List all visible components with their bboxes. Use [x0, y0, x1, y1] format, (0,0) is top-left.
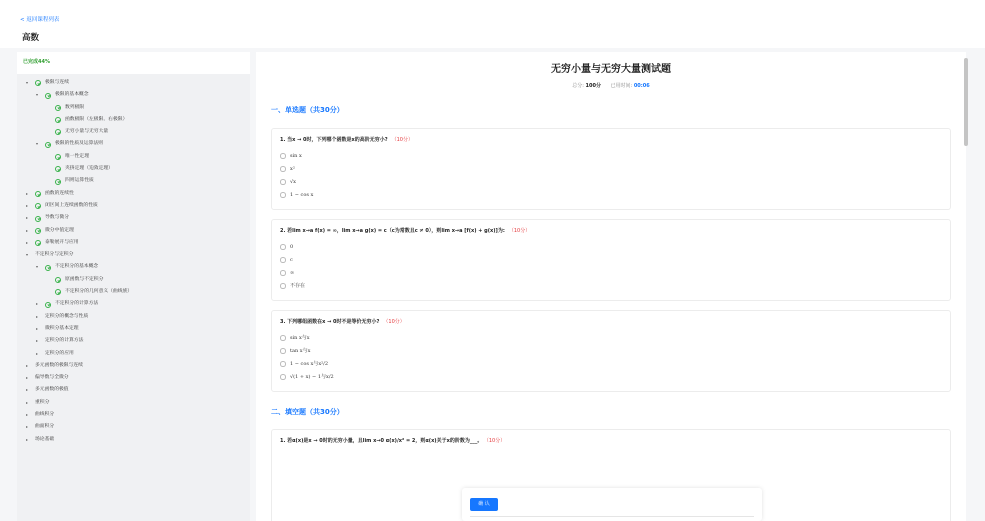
tree-item-label: 函数的连续性 [45, 190, 74, 196]
check-circle-icon [55, 154, 61, 160]
caret-right-icon[interactable]: ▸ [35, 325, 38, 331]
radio-button[interactable] [280, 192, 286, 198]
caret-right-icon[interactable]: ▸ [25, 399, 28, 405]
option-label: 0 [290, 244, 294, 250]
progress-label: 已完成44% [23, 59, 50, 65]
tree-item[interactable] [17, 323, 250, 335]
tree-item-label: 定积分的计算方法 [45, 338, 84, 344]
tree-item-label: 原函数与不定积分 [65, 276, 104, 282]
caret-right-icon[interactable]: ▸ [25, 202, 28, 208]
tree-item-label: 导数与微分 [45, 215, 69, 221]
tree-item-label: 函数极限（左极限、右极限） [65, 116, 128, 122]
check-circle-icon [35, 228, 41, 234]
tree-item[interactable] [17, 384, 250, 396]
tree-item-label: 曲线积分 [35, 412, 55, 418]
total-score-label: 总分: [572, 83, 584, 89]
caret-right-icon[interactable]: ▸ [25, 215, 28, 221]
quiz-meta [256, 82, 966, 89]
radio-button[interactable] [280, 335, 286, 341]
tree-item[interactable] [17, 372, 250, 384]
check-circle-icon [45, 302, 51, 308]
option-label: 不存在 [290, 283, 306, 289]
caret-down-icon[interactable]: ▾ [35, 264, 38, 270]
question-stem: 1. 当x → 0时，下列哪个函数是x的高阶无穷小? [280, 137, 388, 143]
divider [470, 516, 754, 517]
tree-item-label: 不定积分的基本概念 [55, 264, 99, 270]
tree-item[interactable] [17, 261, 250, 273]
elapsed-time-value: 00:06 [633, 83, 650, 89]
question-score: （10分） [383, 319, 405, 325]
question-stem: 1. 若α(x)是x → 0时的无穷小量，且lim x→0 α(x)/x² = 2，则α(x)关于x的阶数为___。 [280, 438, 483, 444]
radio-button[interactable] [280, 153, 286, 159]
radio-button[interactable] [280, 166, 286, 172]
caret-right-icon[interactable]: ▸ [35, 313, 38, 319]
tree-item-label: 重积分 [35, 399, 50, 405]
check-circle-icon [45, 93, 51, 99]
tree-item[interactable] [17, 286, 250, 298]
question-text [280, 136, 413, 143]
tree-item-label: 极限的基本概念 [55, 92, 89, 98]
caret-right-icon[interactable]: ▸ [35, 350, 38, 356]
tree-item-label: 定积分的应用 [45, 350, 74, 356]
question-text [280, 227, 530, 234]
radio-button[interactable] [280, 179, 286, 185]
tree-item[interactable] [17, 397, 250, 409]
tree-item-label: 曲面积分 [35, 424, 55, 430]
chapter-tree [17, 74, 250, 521]
option-label: c [290, 257, 293, 263]
tree-item[interactable] [17, 200, 250, 212]
tree-item[interactable] [17, 102, 250, 114]
caret-right-icon[interactable]: ▸ [25, 362, 28, 368]
check-circle-icon [55, 105, 61, 111]
caret-right-icon[interactable]: ▸ [25, 375, 28, 381]
check-circle-icon [55, 166, 61, 172]
total-score-value: 100分 [585, 83, 601, 89]
tree-item[interactable] [17, 348, 250, 360]
check-circle-icon [55, 289, 61, 295]
page-scrollbar[interactable] [964, 58, 968, 146]
tree-item-label: 不定积分的几何意义（曲线族） [65, 289, 133, 295]
option-label: √(1 + x) − 1与x/2 [290, 374, 334, 380]
page-header [0, 0, 985, 48]
tree-item-label: 多元函数的极值 [35, 387, 69, 393]
tree-item[interactable] [17, 335, 250, 347]
tree-item[interactable] [17, 77, 250, 89]
caret-right-icon[interactable]: ▸ [35, 301, 38, 307]
caret-down-icon[interactable]: ▾ [25, 252, 28, 258]
confirm-button[interactable]: 确 认 [470, 498, 498, 511]
tree-item-label: 多元函数的极限与连续 [35, 362, 83, 368]
check-circle-icon [45, 142, 51, 148]
caret-down-icon[interactable]: ▾ [35, 92, 38, 98]
tree-item-label: 微积分基本定理 [45, 325, 79, 331]
check-circle-icon [55, 117, 61, 123]
tree-item-label: 微分中值定理 [45, 227, 74, 233]
tree-item[interactable] [17, 249, 250, 261]
check-circle-icon [55, 277, 61, 283]
tree-item[interactable] [17, 237, 250, 249]
section-title-fill-blank: 二、填空题（共30分） [271, 408, 344, 416]
confirm-panel [462, 488, 762, 521]
check-circle-icon [55, 129, 61, 135]
question-stem: 2. 若lim x→a f(x) = ∞，lim x→a g(x) = c（c为常数且c ≠ 0），则lim x→a [f(x) + g(x)]为: [280, 228, 505, 234]
course-title: 高数 [22, 33, 40, 43]
caret-right-icon[interactable]: ▸ [25, 387, 28, 393]
quiz-panel [256, 52, 966, 521]
tree-item-label: 极限的性质及运算法则 [55, 141, 103, 147]
check-circle-icon [35, 203, 41, 209]
question-card [271, 310, 951, 392]
tree-item-label: 四则运算性质 [65, 178, 94, 184]
tree-item-label: 偏导数与全微分 [35, 375, 69, 381]
check-circle-icon [45, 265, 51, 271]
tree-item-label: 不定积分的计算方法 [55, 301, 99, 307]
option-label: ∞ [290, 270, 295, 276]
tree-item-label: 定积分的概念与性质 [45, 313, 89, 319]
caret-right-icon[interactable]: ▸ [25, 239, 28, 245]
question-score: （10分） [486, 438, 506, 444]
tree-item[interactable] [17, 434, 250, 446]
option-label: √x [290, 179, 297, 185]
chapter-sidebar [17, 52, 250, 521]
question-stem: 3. 下列哪组函数在x → 0时不是等价无穷小? [280, 319, 380, 325]
check-circle-icon [35, 240, 41, 246]
section-title-single-choice: 一、单选题（共30分） [271, 106, 344, 114]
tree-item-label: 数列极限 [65, 104, 85, 110]
tree-item-label: 不定积分与定积分 [35, 252, 74, 258]
caret-right-icon[interactable]: ▸ [25, 227, 28, 233]
tree-item[interactable] [17, 274, 250, 286]
tree-item[interactable] [17, 298, 250, 310]
option-label: tan x与x [290, 348, 311, 354]
check-circle-icon [35, 191, 41, 197]
tree-item[interactable] [17, 188, 250, 200]
caret-right-icon[interactable]: ▸ [25, 424, 28, 430]
caret-right-icon[interactable]: ▸ [25, 436, 28, 442]
caret-right-icon[interactable]: ▸ [35, 338, 38, 344]
caret-down-icon[interactable]: ▾ [25, 80, 28, 85]
tree-item[interactable] [17, 126, 250, 138]
option-label: sin x [290, 153, 302, 159]
radio-button[interactable] [280, 283, 286, 289]
caret-right-icon[interactable]: ▸ [25, 412, 28, 418]
tree-item[interactable] [17, 409, 250, 421]
tree-item[interactable] [17, 421, 250, 433]
tree-item-label: 唯一性定理 [65, 153, 89, 159]
check-circle-icon [55, 179, 61, 185]
option-label: 1 − cos x与x²/2 [290, 361, 329, 367]
tree-item-label: 场论基础 [35, 436, 55, 442]
tree-item-label: 无穷小量与无穷大量 [65, 129, 109, 135]
quiz-title: 无穷小量与无穷大量测试题 [551, 64, 671, 75]
tree-item[interactable] [17, 151, 250, 163]
radio-button[interactable] [280, 361, 286, 367]
question-score: （10分） [508, 228, 531, 234]
question-text [280, 318, 405, 325]
check-circle-icon [35, 216, 41, 222]
tree-item[interactable] [17, 212, 250, 224]
check-circle-icon [35, 80, 41, 86]
caret-right-icon[interactable]: ▸ [25, 190, 28, 196]
option-label: x² [290, 166, 295, 172]
radio-button[interactable] [280, 244, 286, 250]
tree-item[interactable] [17, 311, 250, 323]
tree-item-label: 极限与连续 [45, 80, 69, 85]
caret-down-icon[interactable]: ▾ [35, 141, 38, 147]
option-label: sin x与x [290, 335, 310, 341]
tree-item[interactable] [17, 360, 250, 372]
tree-item[interactable] [17, 225, 250, 237]
radio-button[interactable] [280, 257, 286, 263]
tree-item[interactable] [17, 138, 250, 150]
tree-item-label: 泰勒展开与应用 [45, 239, 79, 245]
question-text [280, 437, 505, 444]
tree-item-label: 闭区间上连续函数的性质 [45, 202, 98, 208]
elapsed-time-label: 已用时间: [610, 83, 633, 89]
tree-item[interactable] [17, 175, 250, 187]
radio-button[interactable] [280, 374, 286, 380]
back-to-course-list-link[interactable]: < 返回课程列表 [20, 17, 60, 23]
tree-item[interactable] [17, 163, 250, 175]
tree-item[interactable] [17, 89, 250, 101]
tree-item[interactable] [17, 114, 250, 126]
radio-button[interactable] [280, 348, 286, 354]
question-card [271, 219, 951, 301]
question-score: （10分） [391, 137, 413, 143]
question-card [271, 128, 951, 210]
radio-button[interactable] [280, 270, 286, 276]
option-label: 1 − cos x [290, 192, 314, 198]
tree-item-label: 夹挤定理（迫敛定理） [65, 166, 113, 172]
